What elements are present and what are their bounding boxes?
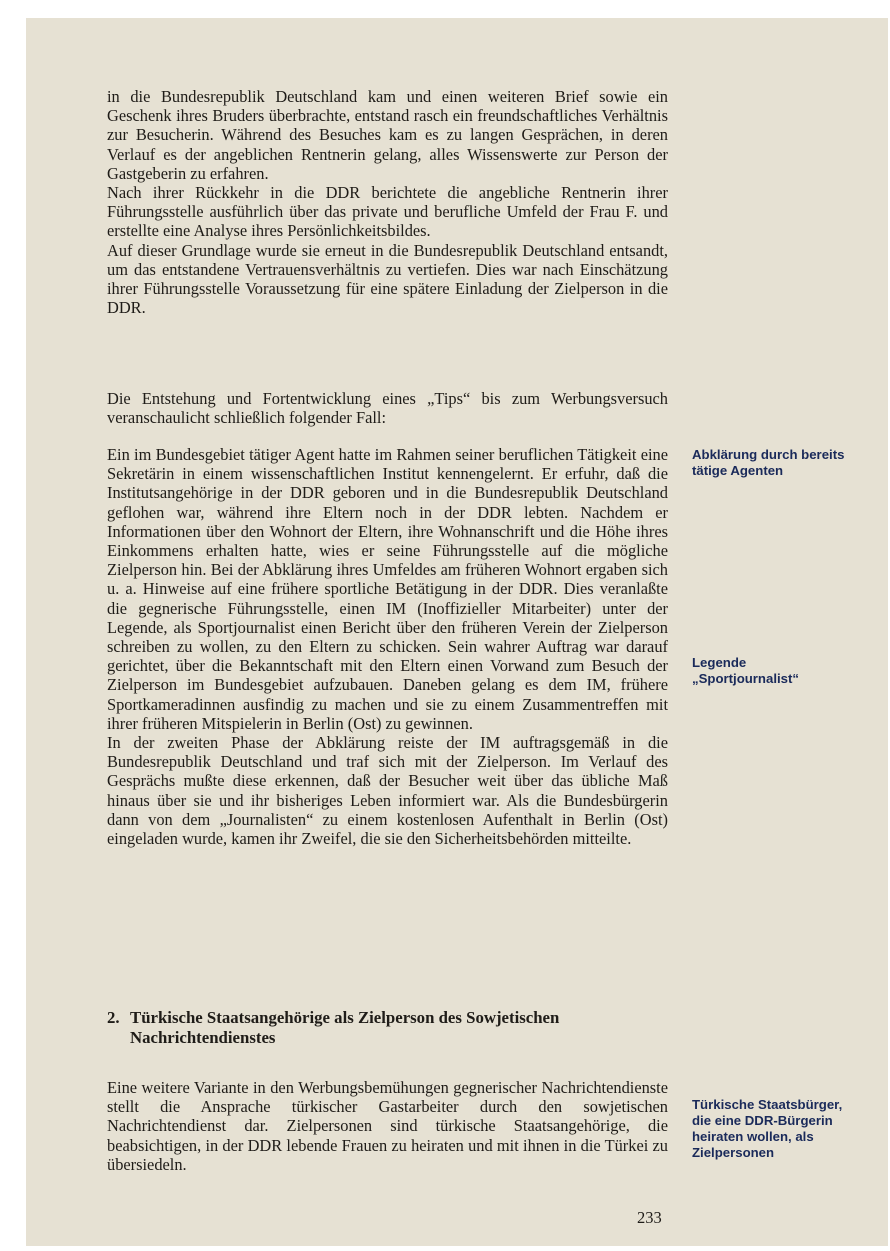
- section-text-block: [107, 1078, 668, 1174]
- paragraph: Ein im Bundesgebiet tätiger Agent hatte im Rahmen seiner beruflichen Tätigkeit eine Sekretärin in einem wissenschaftlichen Institut kennengelernt. Er erfuhr, daß die Institutsangehörige in der DDR geboren und in die Bundesrepublik Deutschland geflohen war, während ihre Eltern noch in der DDR lebten. Nachdem er Informationen über den Wohnort der Eltern, ihre Wohnanschrift und die Höhe ihres Einkommens erhalten hatte, wies er seine Führungsstelle auf die mögliche Zielperson hin. Bei der Abklärung ihres Umfeldes am früheren Wohnort ergaben sich u. a. Hinweise auf eine frühere sportliche Betätigung in der DDR. Dies veranlaßte die gegnerische Führungsstelle, einen IM (Inoffizieller Mitarbeiter) unter der Legende, als Sportjournalist einen Bericht über den früheren Verein der Zielperson schreiben zu wollen, zu den Eltern zu schicken. Sein wahrer Auftrag war darauf gerichtet, über die Bekanntschaft mit den Eltern einen Vorwand zum Besuch der Zielperson im Bundesgebiet aufzubauen. Daneben gelang es dem IM, frühere Sportkameradinnen ausfindig zu machen und sie zu einem Zusammentreffen mit ihrer früheren Mitspielerin in Berlin (Ost) zu gewinnen.: [107, 445, 668, 733]
- case-text-block: [107, 445, 668, 848]
- section-number: 2.: [107, 1008, 120, 1027]
- paragraph: in die Bundesrepublik Deutschland kam und einen weiteren Brief sowie ein Geschenk ihres Bruders überbrachte, entstand rasch ein freundschaftliches Verhältnis zur Besucherin. Während des Besuches kam es zu langen Gesprächen, in deren Verlauf es der angeblichen Rentnerin gelang, alles Wissenswerte zur Person der Gastgeberin zu erfahren.: [107, 87, 668, 183]
- paragraph: Nach ihrer Rückkehr in die DDR berichtete die angebliche Rentnerin ihrer Führungsstelle ausführlich über das private und berufliche Umfeld der Frau F. und erstellte eine Analyse ihres Persönlichkeitsbildes.: [107, 183, 668, 241]
- paragraph: Auf dieser Grundlage wurde sie erneut in die Bundesrepublik Deutschland entsandt, um das entstandene Vertrauensverhältnis zu vertiefen. Dies war nach Einschätzung ihrer Führungsstelle Voraussetzung für eine spätere Einladung der Zielperson in die DDR.: [107, 240, 668, 318]
- paragraph: Die Entstehung und Fortentwicklung eines „Tips“ bis zum Werbungsversuch veranschaulicht schließlich folgender Fall:: [107, 389, 668, 428]
- margin-note: Abklärung durch bereits tätige Agenten: [692, 447, 845, 478]
- transition-text-block: [107, 389, 668, 427]
- section-heading: [107, 1008, 687, 1048]
- paragraph: In der zweiten Phase der Abklärung reiste der IM auftragsgemäß in die Bundesrepublik Deutschland und traf sich mit der Zielperson. Im Verlauf des Gesprächs mußte diese erkennen, daß der Besucher weit über das übliche Maß hinaus über sie und ihr bisheriges Leben informiert war. Als die Bundesbürgerin dann von dem „Journalisten“ zu einem kostenlosen Aufenthalt in Berlin (Ost) eingeladen wurde, kamen ihr Zweifel, die sie den Sicherheitsbehörden mitteilte.: [107, 733, 668, 849]
- paragraph: Eine weitere Variante in den Werbungsbemühungen gegnerischer Nachrichtendienste stellt die Ansprache türkischer Gastarbeiter durch den sowjetischen Nachrichtendienst dar. Zielpersonen sind türkische Staatsangehörige, die beabsichtigen, in der DDR lebende Frauen zu heiraten und mit ihnen in die Türkei zu übersiedeln.: [107, 1078, 668, 1174]
- section-title: Türkische Staatsangehörige als Zielperson des Sowjetischen Nachrichtendienstes: [130, 1008, 560, 1047]
- page-number: 233: [637, 1208, 662, 1227]
- intro-text-block: [107, 87, 668, 317]
- margin-note: Legende „Sportjournalist“: [692, 655, 799, 686]
- margin-note: Türkische Staatsbürger, die eine DDR-Bürgerin heiraten wollen, als Zielpersonen: [692, 1097, 843, 1160]
